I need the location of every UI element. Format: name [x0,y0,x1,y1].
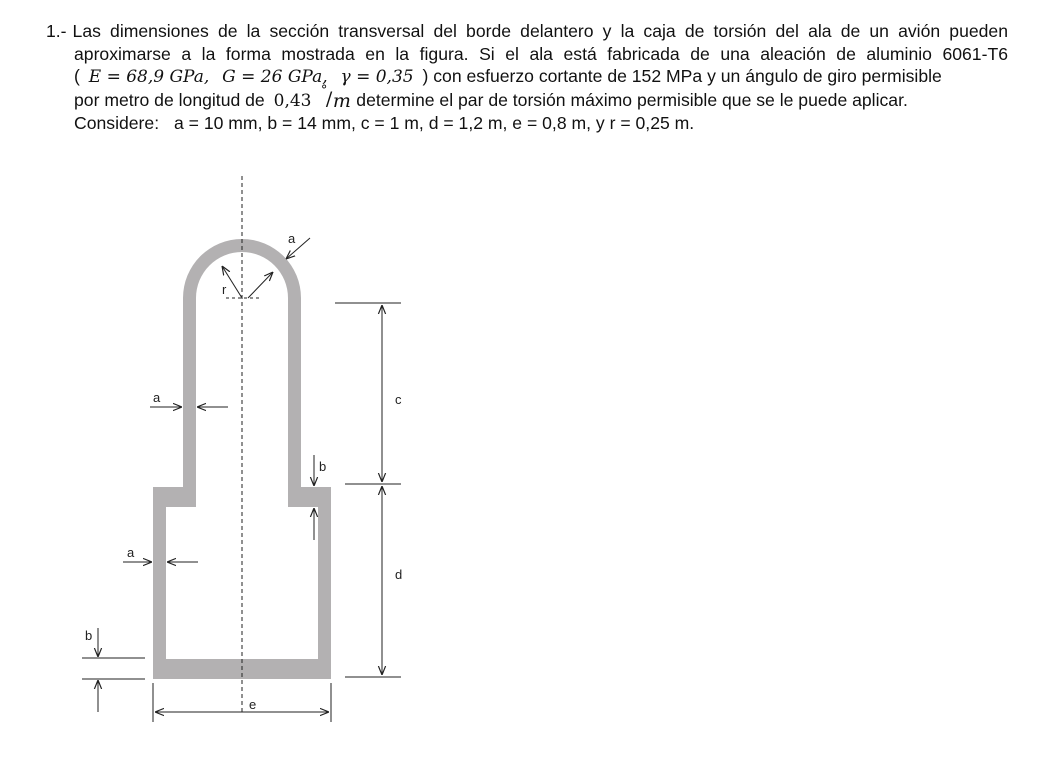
angle-unit-slash: / [325,87,333,110]
label-d: d [395,567,403,582]
E-value: E = 68,9 GPa, [88,67,210,88]
paren-open: ( [74,66,80,87]
G-value: G = 26 GPa, [222,67,328,88]
given-values: a = 10 mm, b = 14 mm, c = 1 m, d = 1,2 m, e = 0,8 m, y r = 0,25 m. [173,113,695,134]
angle-unit-degree: ° [320,82,328,98]
problem-number: 1.- [46,21,67,41]
label-a-mid: a [153,390,161,405]
label-a-top: a [288,231,296,246]
label-r: r [222,282,227,297]
label-c: c [395,392,402,407]
problem-text-1: Las dimensiones de la sección transversal del borde delantero y la caja de torsión del ala de un avión pueden [72,21,1008,41]
angle-unit-meter: m [332,89,351,112]
label-b-left: b [85,628,93,643]
problem-text-2: aproximarse a la forma mostrada en la figura. Si el ala está fabricada de una aleación de aluminio 6061-T6 [74,43,1008,64]
label-e: e [249,697,257,712]
gamma-value: γ = 0,35 [340,67,414,88]
label-b-right: b [319,459,327,474]
label-a-low: a [127,545,135,560]
radius-arrow-right [248,272,273,298]
considere-label: Considere: [74,113,160,134]
problem-text-4a: por metro de longitud de [74,89,265,110]
problem-text-3: ) con esfuerzo cortante de 152 MPa y un ángulo de giro permisible [422,66,942,87]
problem-text-4b: determine el par de torsión máximo permisible que se le puede aplicar. [356,89,908,110]
angle-number: 0,43 [273,90,312,111]
